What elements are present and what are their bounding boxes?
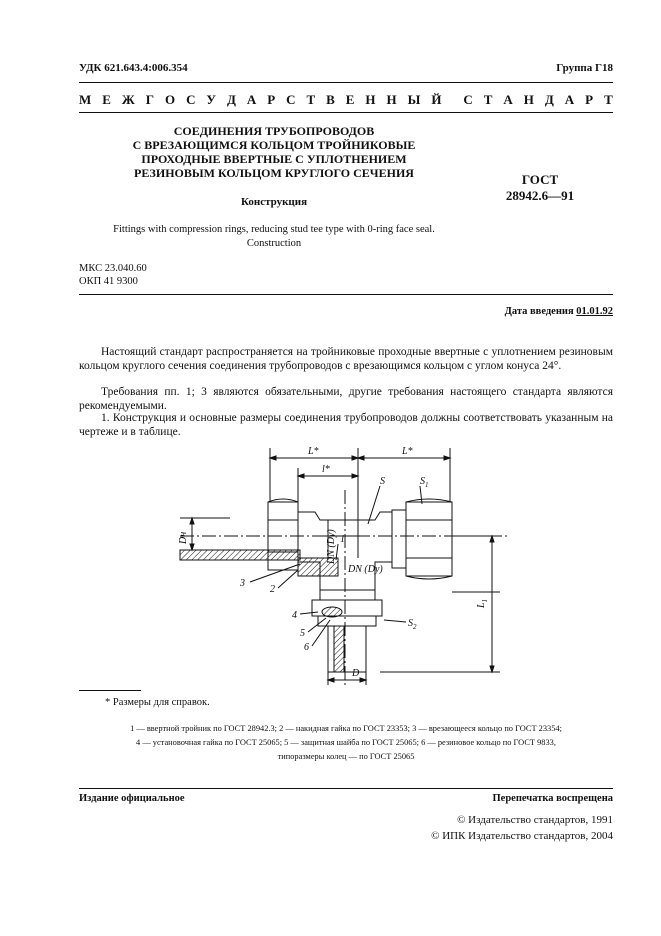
label-DN-upper: DN (Dу): [326, 529, 337, 564]
footnote-rule: [79, 690, 141, 691]
label-S2: $S_2$: [408, 618, 417, 631]
label-part-2: 2: [270, 584, 275, 595]
title-line: С ВРЕЗАЮЩИМСЯ КОЛЬЦОМ ТРОЙНИКОВЫЕ: [132, 138, 416, 152]
label-DN-lower: DN (Dу): [348, 564, 383, 575]
right-union-nut: [406, 502, 452, 576]
heading-letter: А: [503, 92, 513, 107]
leader-6: [312, 620, 330, 646]
arrow: [298, 474, 304, 478]
group-code: Группа Г18: [556, 62, 613, 74]
header-rule: [79, 82, 613, 83]
heading-letter: Е: [102, 92, 111, 107]
paragraph-requirements: Требования пп. 1; 3 являются обязательными, другие требования настоящего стандарта являются рекомендуемыми.: [79, 386, 613, 412]
document-title: [79, 124, 469, 180]
label-D: D: [352, 668, 360, 679]
label-l: l*: [322, 464, 330, 475]
codes-rule: [79, 294, 613, 295]
legend-line: типоразмеры колец — по ГОСТ 25065: [277, 752, 415, 761]
stud-section: [334, 626, 344, 672]
label-Dn: Dн: [178, 531, 189, 544]
standard-type-heading: [79, 92, 613, 108]
title-line: СОЕДИНЕНИЯ ТРУБОПРОВОДОВ: [173, 124, 375, 138]
leader-4: [300, 612, 318, 614]
gost-label: ГОСТ: [521, 172, 559, 187]
heading-letter: Р: [585, 92, 594, 107]
heading-letter: Т: [604, 92, 613, 107]
title-line: ПРОХОДНЫЕ ВВЕРТНЫЕ С УПЛОТНЕНИЕМ: [141, 152, 407, 166]
label-L-left: L*: [308, 446, 319, 457]
leader-S1: [420, 486, 422, 504]
arrow: [190, 544, 194, 550]
english-title-line: Construction: [246, 238, 302, 249]
heading-letter: У: [206, 92, 216, 107]
title-line: РЕЗИНОВЫМ КОЛЬЦОМ КРУГЛОГО СЕЧЕНИЯ: [134, 166, 414, 180]
official-edition: Издание официальное: [79, 793, 185, 804]
heading-letter: М: [79, 92, 92, 107]
classification-codes: [79, 262, 147, 288]
label-part-4: 4: [292, 610, 297, 621]
introduction-date: [505, 306, 613, 317]
label-part-5: 5: [300, 628, 305, 639]
arrow: [490, 666, 494, 672]
copyright-2004: © ИПК Издательство стандартов, 2004: [431, 830, 613, 842]
okp-code: ОКП 41 9300: [79, 276, 138, 287]
heading-letter: Д: [226, 92, 236, 107]
gost-designation: [470, 172, 610, 204]
label-S1: $S_1$: [420, 476, 429, 489]
arrow: [444, 456, 450, 460]
heading-letter: С: [463, 92, 473, 107]
left-tube: [180, 550, 300, 560]
label-S: S: [380, 476, 385, 487]
arrow: [352, 474, 358, 478]
reprint-notice: Перепечатка воспрещена: [492, 793, 613, 804]
paragraph-construction: 1. Конструкция и основные размеры соединения трубопроводов должны соответствовать указанным на чертеже и в таблице.: [79, 412, 613, 438]
label-L-right: L*: [402, 446, 413, 457]
footnote: * Размеры для справок.: [105, 697, 210, 708]
arrow: [328, 678, 334, 682]
udk-code: УДК 621.643.4:006.354: [79, 62, 188, 74]
heading-letter: Н: [386, 92, 397, 107]
heading-letter: Е: [345, 92, 355, 107]
heading-letter: В: [326, 92, 335, 107]
fitting-drawing: [170, 440, 530, 690]
arrow: [490, 536, 494, 542]
english-title: [79, 223, 469, 251]
document-subtitle: Конструкция: [240, 196, 308, 208]
heading-letter: А: [246, 92, 257, 107]
parts-legend: [79, 722, 613, 764]
header-rule-2: [79, 112, 613, 113]
heading-letter: Д: [544, 92, 554, 107]
arrow: [190, 518, 194, 524]
heading-letter: Н: [523, 92, 534, 107]
footer-rule: [79, 788, 613, 789]
heading-letter: Т: [306, 92, 316, 107]
heading-letter: Ж: [121, 92, 135, 107]
heading-letter: Н: [365, 92, 376, 107]
heading-letter: А: [564, 92, 575, 107]
arrow: [270, 456, 276, 460]
label-part-6: 6: [304, 642, 309, 653]
arrow: [358, 456, 364, 460]
heading-letter: Й: [431, 92, 442, 107]
label-part-3: 3: [240, 578, 245, 589]
copyright-1991: © Издательство стандартов, 1991: [457, 814, 613, 826]
paragraph-scope: Настоящий стандарт распространяется на тройниковые проходные ввертные с уплотнением резиновым кольцом круглого сечения соединения трубопроводов с врезающимся кольцом с углом конуса 24°.: [79, 346, 613, 372]
leader-3: [250, 564, 300, 582]
heading-letter: Ы: [407, 92, 421, 107]
stud-collar: [320, 590, 375, 600]
date-label: Дата введения: [504, 306, 574, 317]
leader-S2: [384, 620, 406, 622]
heading-letter: Р: [267, 92, 276, 107]
gost-number: 28942.6—91: [505, 188, 575, 203]
heading-letter: Т: [483, 92, 493, 107]
english-title-line: Fittings with compression rings, reducing stud tee type with 0-ring face seal.: [113, 224, 435, 235]
legend-line: 4 — установочная гайка по ГОСТ 25065; 5 — защитная шайба по ГОСТ 25065; 6 — резиновое кольцо по ГОСТ 9833,: [136, 738, 556, 747]
label-L1: $L_1$: [476, 598, 489, 608]
leader-2: [278, 570, 298, 588]
mks-code: МКС 23.040.60: [79, 263, 147, 274]
label-part-1: 1: [340, 534, 345, 545]
heading-letter: О: [164, 92, 176, 107]
date-value: 01.01.92: [576, 306, 613, 317]
leader-S: [368, 486, 380, 524]
heading-letter: С: [186, 92, 196, 107]
arrow: [360, 678, 366, 682]
right-ring: [392, 510, 406, 568]
heading-letter: С: [286, 92, 296, 107]
o-ring: [322, 607, 342, 617]
legend-line: 1 — ввертной тройник по ГОСТ 28942.3; 2 — накидная гайка по ГОСТ 23353; 3 — врезающееся кольцо по ГОСТ 23354;: [130, 724, 562, 733]
heading-letter: Г: [145, 92, 154, 107]
